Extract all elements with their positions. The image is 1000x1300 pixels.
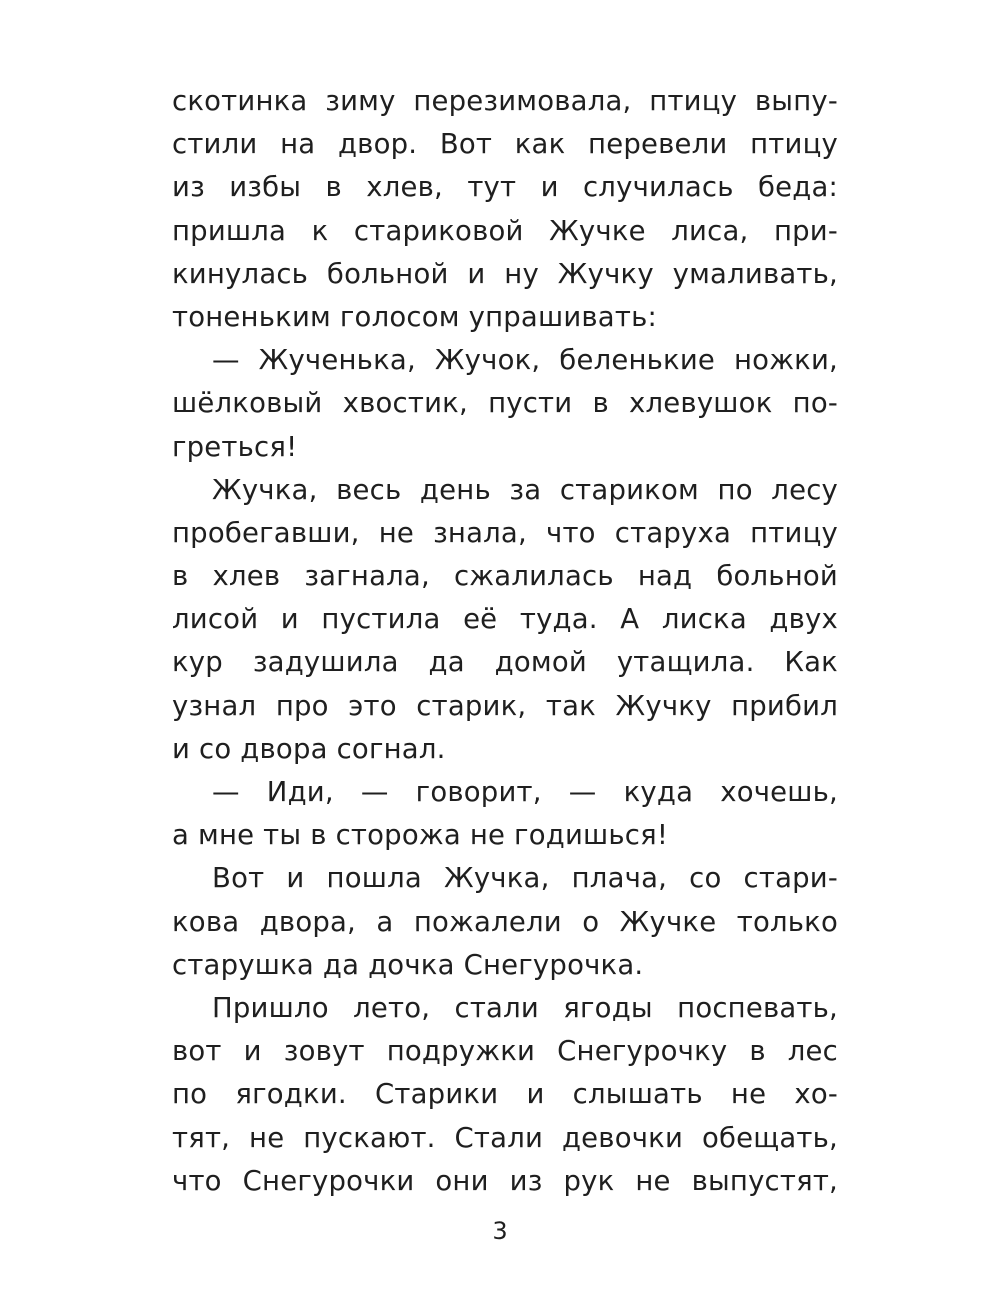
text-line: старушка да дочка Снегурочка. — [172, 948, 644, 981]
text-line: тоненьким голосом упрашивать: — [172, 300, 657, 333]
text-line: Жучка, весь день за стариком по лесу — [212, 473, 838, 506]
text-line: лисой и пустила её туда. А лиска двух — [172, 603, 838, 636]
text-line: и со двора согнал. — [172, 732, 446, 765]
text-line: стили на двор. Вот как перевели птицу — [172, 128, 838, 161]
text-line: кинулась больной и ну Жучку умаливать, — [172, 257, 838, 290]
text-line: вот и зовут подружки Снегурочку в лес — [172, 1035, 838, 1068]
text-line: в хлев загнала, сжалилась над больной — [172, 560, 838, 593]
text-line: а мне ты в сторожа не годишься! — [172, 819, 669, 852]
text-line: шёлковый хвостик, пусти в хлевушок по- — [172, 387, 838, 420]
text-line: тят, не пускают. Стали девочки обещать, — [172, 1121, 838, 1154]
text-line: кур задушила да домой утащила. Как — [172, 646, 838, 679]
text-line: по ягодки. Старики и слышать не хо- — [172, 1078, 838, 1111]
text-line: Вот и пошла Жучка, плача, со стари- — [212, 862, 838, 895]
text-line: кова двора, а пожалели о Жучке только — [172, 905, 838, 938]
text-line: из избы в хлев, тут и случилась беда: — [172, 171, 838, 204]
text-line: Пришло лето, стали ягоды поспевать, — [212, 991, 838, 1024]
body-text — [172, 80, 838, 1203]
text-line: пришла к стариковой Жучке лиса, при- — [172, 214, 838, 247]
text-line: греться! — [172, 430, 298, 463]
page-number: 3 — [492, 1217, 508, 1245]
text-line: пробегавши, не знала, что старуха птицу — [172, 516, 838, 549]
text-line: узнал про это старик, так Жучку прибил — [172, 689, 838, 722]
text-line: скотинка зиму перезимовала, птицу выпу- — [172, 85, 838, 117]
text-line: — Иди, — говорит, — куда хочешь, — [212, 776, 838, 808]
text-line: — Жученька, Жучок, беленькие ножки, — [212, 344, 838, 377]
text-line: что Снегурочки они из рук не выпустят, — [172, 1164, 838, 1197]
